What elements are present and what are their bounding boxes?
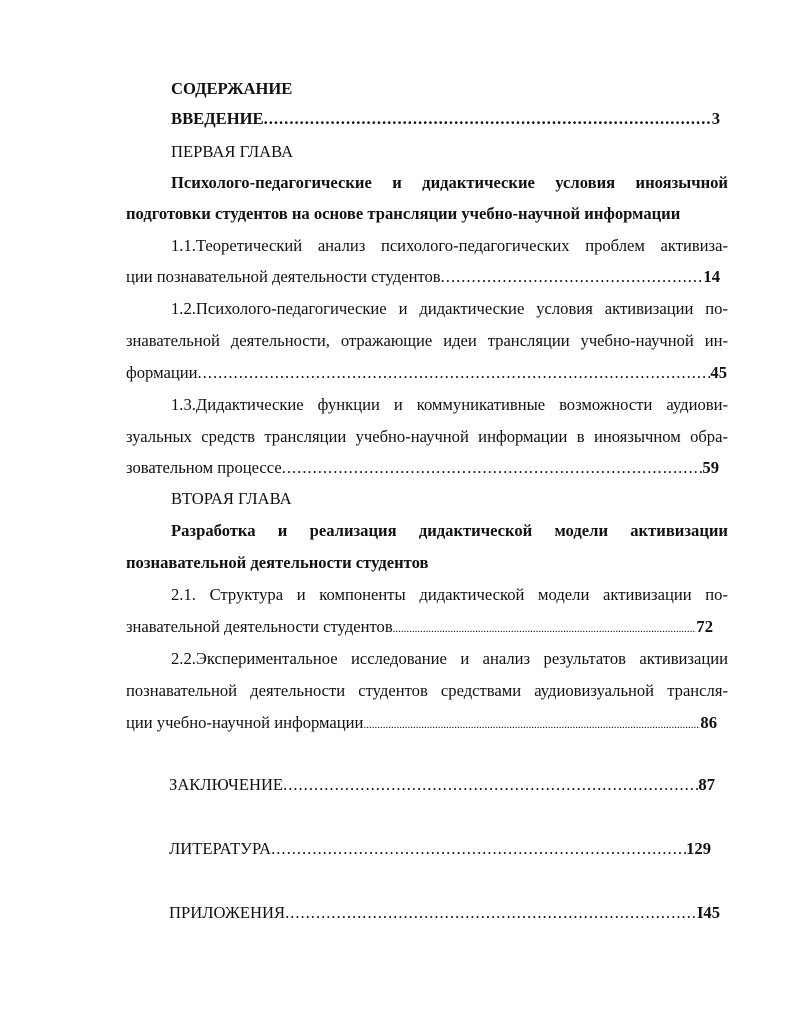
dot-leader: [282, 457, 703, 479]
toc-entry-label: формации: [126, 363, 198, 382]
toc-entry-label: ВВЕДЕНИЕ: [171, 109, 264, 128]
toc-entry-intro: [171, 108, 720, 130]
toc-entry-label: ЛИТЕРАТУРА: [169, 839, 272, 858]
dot-leader: [271, 838, 686, 860]
toc-entry-section-1-3: [126, 457, 719, 479]
chapter-1-title-line-1: Психолого-педагогические и дидактические условия иноязычной: [171, 173, 728, 192]
toc-page-number: 87: [698, 775, 715, 794]
toc-entry-section-2-1: [126, 616, 713, 640]
toc-entry-section-1-2: [126, 362, 727, 384]
toc-page-number: I45: [696, 903, 720, 922]
section-1-2-line-1: 1.2.Психолого-педагогические и дидактические условия активизации по-: [171, 299, 728, 318]
dot-leader: [441, 266, 704, 288]
section-1-2-line-2: знавательной деятельности, отражающие идеи трансляции учебно-научной ин-: [126, 331, 728, 350]
toc-entry-label: знавательной деятельности студентов: [126, 617, 393, 636]
section-2-2-line-1: 2.2.Экспериментальное исследование и анализ результатов активизации: [171, 649, 728, 668]
dot-leader: [283, 774, 698, 796]
dot-leader: [264, 108, 712, 130]
section-1-1-line-1: 1.1.Теоретический анализ психолого-педагогических проблем активиза-: [171, 236, 728, 255]
toc-entry-label: ции учебно-научной информации: [126, 713, 364, 732]
chapter-1-title-line-2: подготовки студентов на основе трансляции учебно-научной информации: [126, 204, 681, 223]
toc-entry-appendix: [169, 902, 720, 924]
section-2-2-line-2: познавательной деятельности студентов средствами аудиовизуальной трансля-: [126, 681, 728, 700]
section-2-1-line-1: 2.1. Структура и компоненты дидактической модели активизации по-: [171, 585, 728, 604]
chapter-2-title-line-1: Разработка и реализация дидактической модели активизации: [171, 521, 728, 540]
toc-entry-label: ции познавательной деятельности студентов: [126, 267, 441, 286]
toc-page-number: 59: [702, 458, 719, 477]
toc-page-number: 45: [710, 363, 727, 382]
dot-leader: [285, 902, 697, 924]
toc-entry-label: зовательном процессе: [126, 458, 282, 477]
dot-leader: [393, 618, 697, 640]
toc-entry-label: ЗАКЛЮЧЕНИЕ: [169, 775, 284, 794]
dot-leader: [198, 362, 711, 384]
toc-page-number: 72: [696, 617, 713, 636]
toc-page-number: 3: [711, 109, 720, 128]
toc-title: СОДЕРЖАНИЕ: [171, 79, 293, 98]
toc-entry-conclusion: [169, 774, 715, 796]
chapter-1-heading: ПЕРВАЯ ГЛАВА: [171, 142, 294, 161]
toc-entry-literature: [169, 838, 711, 860]
dot-leader: [363, 714, 700, 736]
section-1-3-line-2: зуальных средств трансляции учебно-научной информации в иноязычном обра-: [126, 427, 728, 446]
chapter-2-heading: ВТОРАЯ ГЛАВА: [171, 489, 292, 508]
toc-page-number: 14: [703, 267, 720, 286]
toc-entry-section-2-2: [126, 712, 717, 736]
toc-entry-section-1-1: [126, 266, 720, 288]
toc-entry-label: ПРИЛОЖЕНИЯ: [169, 903, 286, 922]
section-1-3-line-1: 1.3.Дидактические функции и коммуникативные возможности аудиови-: [171, 395, 728, 414]
toc-page-number: 86: [700, 713, 717, 732]
chapter-2-title-line-2: познавательной деятельности студентов: [126, 553, 429, 572]
toc-page-number: 129: [686, 839, 711, 858]
